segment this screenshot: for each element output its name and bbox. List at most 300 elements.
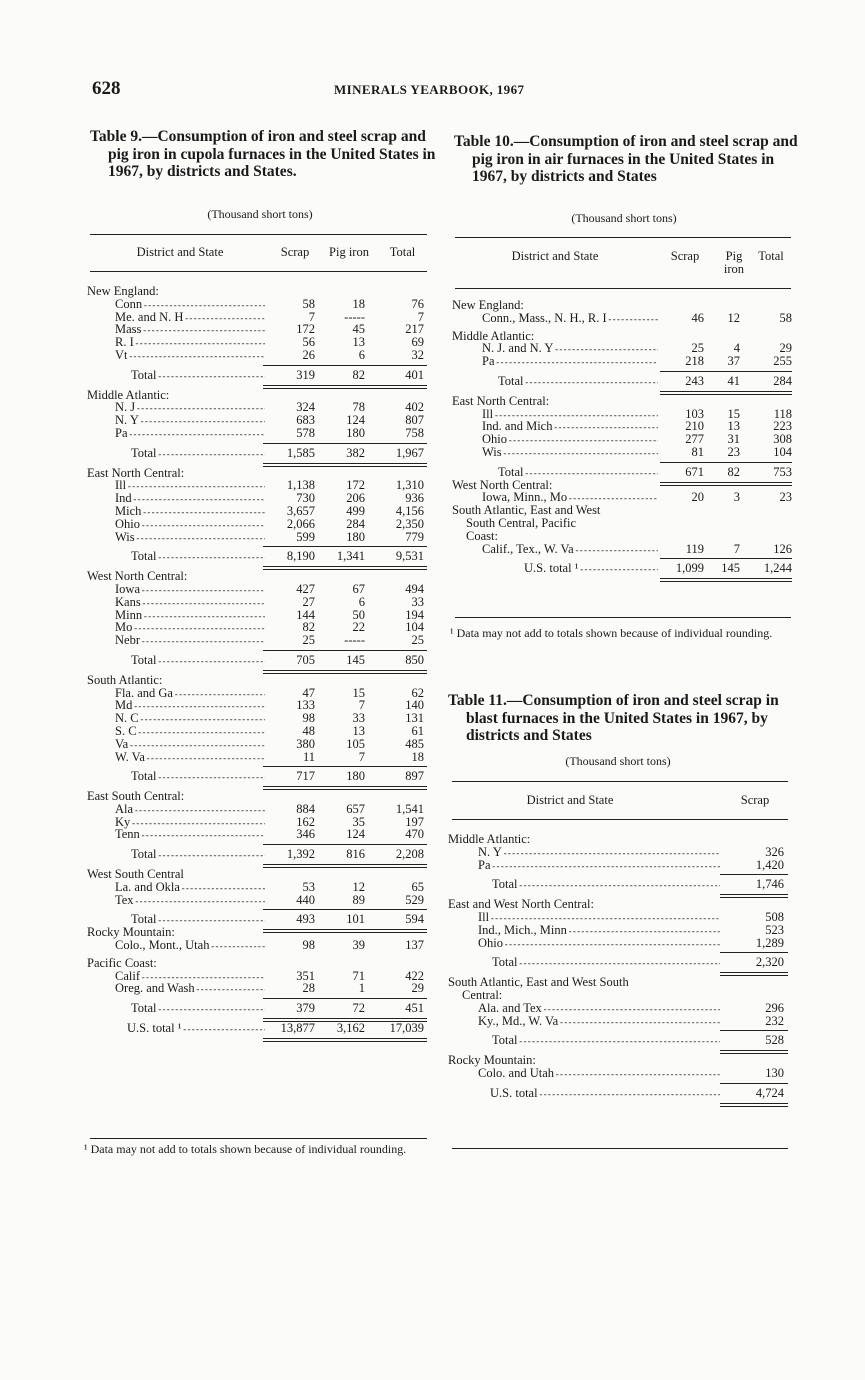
total-cell: 470 — [405, 827, 424, 842]
table-row — [452, 408, 792, 421]
total-cell: 4,156 — [395, 503, 424, 518]
pig-iron-cell: 657 — [346, 801, 365, 816]
row-label: Total - - - — [131, 913, 265, 927]
table-9-col-scrap: Scrap — [280, 245, 310, 259]
subtotal-rule — [660, 371, 792, 372]
total-double-rule — [660, 391, 792, 395]
scrap-cell: 508 — [765, 909, 784, 924]
row-label: Mich - - - — [115, 505, 265, 519]
pig-iron-cell: 45 — [352, 322, 365, 337]
subtotal-rule — [263, 766, 427, 767]
row-label: Nebr - - - — [115, 634, 265, 648]
row-label: Pacific Coast: — [87, 956, 157, 970]
row-label: Tenn - - - — [115, 828, 265, 842]
table-9-col-total: Total — [389, 245, 416, 259]
total-cell: 1,244 — [763, 561, 792, 576]
subtotal-rule — [263, 443, 427, 444]
scrap-cell: 26 — [302, 347, 315, 362]
row-label: Kans - - - — [115, 596, 265, 610]
total-double-rule — [263, 929, 427, 933]
row-label: Middle Atlantic: — [448, 833, 531, 846]
scrap-cell: 56 — [302, 335, 315, 350]
pig-iron-cell: 23 — [727, 444, 740, 459]
scrap-cell: 277 — [685, 432, 704, 447]
total-cell: 104 — [405, 620, 424, 635]
table-10-header-rule — [455, 288, 791, 289]
row-label: Wis - - - — [115, 531, 265, 545]
row-label: U.S. total ¹ - - - — [127, 1022, 265, 1036]
row-label: N. C - - - — [115, 712, 265, 726]
total-cell: 137 — [405, 938, 424, 953]
pig-iron-cell: 7 — [733, 541, 740, 556]
table-11-bottom-rule — [452, 1148, 788, 1149]
scrap-cell: 144 — [296, 607, 315, 622]
scrap-cell: 103 — [685, 406, 704, 421]
total-cell: 255 — [773, 354, 792, 369]
total-cell: 25 — [411, 633, 424, 648]
table-row — [87, 596, 427, 609]
scrap-cell: 8,190 — [286, 549, 315, 564]
total-cell: 126 — [773, 541, 792, 556]
subtotal-rule — [720, 952, 788, 953]
total-cell: 779 — [405, 529, 424, 544]
pig-iron-cell: 72 — [352, 1001, 365, 1016]
table-row — [87, 725, 427, 738]
total-double-rule — [720, 1103, 788, 1107]
subtotal-rule — [720, 1083, 788, 1084]
row-label: Total - - - — [131, 1002, 265, 1016]
pig-iron-cell: 15 — [727, 406, 740, 421]
scrap-cell: 1,138 — [286, 478, 315, 493]
subtotal-rule — [720, 874, 788, 875]
pig-iron-cell: 7 — [358, 749, 365, 764]
total-cell: 104 — [773, 444, 792, 459]
scrap-cell: 27 — [302, 594, 315, 609]
total-double-rule — [660, 482, 792, 486]
group-heading-row — [448, 1054, 788, 1067]
table-row — [87, 816, 427, 829]
pig-iron-cell: 13 — [727, 419, 740, 434]
pig-iron-cell: 37 — [727, 354, 740, 369]
total-cell: 936 — [405, 491, 424, 506]
scrap-cell: 319 — [296, 367, 315, 382]
scrap-cell: 218 — [685, 354, 704, 369]
subtotal-rule — [263, 844, 427, 845]
pig-iron-cell: 13 — [352, 723, 365, 738]
table-row — [87, 414, 427, 427]
row-label: Ind., Mich., Minn - - - — [478, 924, 720, 938]
total-row — [87, 848, 427, 861]
total-cell: 1,967 — [395, 445, 424, 460]
table-11-col-district: District and State — [526, 793, 614, 807]
row-label: Colo., Mont., Utah - - - — [115, 939, 265, 953]
table-row — [452, 433, 792, 446]
total-double-rule — [263, 463, 427, 467]
table-row — [87, 311, 427, 324]
pig-iron-cell: 105 — [346, 736, 365, 751]
table-row — [452, 543, 792, 556]
subtotal-rule — [263, 909, 427, 910]
group-heading-row — [87, 868, 427, 881]
total-row — [452, 562, 792, 575]
pig-iron-cell: 41 — [727, 373, 740, 388]
scrap-cell: 493 — [296, 912, 315, 927]
table-11-header-rule — [452, 819, 788, 820]
row-label: Total - - - — [131, 369, 265, 383]
pig-iron-cell: 180 — [346, 529, 365, 544]
scrap-cell: 1,746 — [755, 877, 784, 892]
group-heading-row — [452, 504, 792, 517]
table-10-col-district: District and State — [511, 249, 599, 263]
total-cell: 131 — [405, 711, 424, 726]
row-label: East and West North Central: — [448, 898, 594, 912]
row-label: Colo. and Utah - - - — [478, 1067, 720, 1081]
row-label: Total - - - — [131, 848, 265, 862]
table-row — [87, 687, 427, 700]
running-header: MINERALS YEARBOOK, 1967 — [334, 82, 525, 97]
scrap-cell: 1,099 — [675, 561, 704, 576]
scrap-cell: 379 — [296, 1001, 315, 1016]
pig-iron-cell: 145 — [721, 561, 740, 576]
row-label: West North Central: — [452, 478, 553, 492]
scrap-cell: 3,657 — [286, 503, 315, 518]
pig-iron-cell: ----- — [344, 633, 365, 648]
pig-iron-cell: 82 — [352, 367, 365, 382]
table-row — [452, 312, 792, 325]
total-row — [87, 447, 427, 460]
row-label: Ohio - - - — [478, 937, 720, 951]
total-cell: 308 — [773, 432, 792, 447]
row-label: East North Central: — [87, 466, 185, 480]
total-cell: 223 — [773, 419, 792, 434]
total-cell: 753 — [773, 464, 792, 479]
row-label: Ky., Md., W. Va - - - — [478, 1015, 720, 1029]
scrap-cell: 172 — [296, 322, 315, 337]
total-cell: 850 — [405, 652, 424, 667]
pig-iron-cell: 6 — [358, 347, 365, 362]
table-row — [87, 505, 427, 518]
scrap-cell: 324 — [296, 400, 315, 415]
table-11-title: Table 11.—Consumption of iron and steel scrap in blast furnaces in the United States in 1967, by districts and States — [448, 692, 779, 744]
scrap-cell: 440 — [296, 892, 315, 907]
total-row — [448, 1087, 788, 1100]
scrap-cell: 53 — [302, 879, 315, 894]
pig-iron-cell: 124 — [346, 413, 365, 428]
table-row — [87, 531, 427, 544]
row-label: Pa - - - — [478, 859, 720, 873]
row-label: East South Central: — [87, 790, 185, 804]
row-label: Total - - - — [131, 447, 265, 461]
scrap-cell: 81 — [691, 444, 704, 459]
total-cell: 65 — [411, 879, 424, 894]
total-double-rule — [720, 972, 788, 976]
pig-iron-cell: 1 — [358, 981, 365, 996]
pig-iron-cell: 816 — [346, 847, 365, 862]
pig-iron-cell: 13 — [352, 335, 365, 350]
scrap-cell: 296 — [765, 1000, 784, 1015]
scrap-cell: 717 — [296, 769, 315, 784]
total-double-rule — [263, 670, 427, 674]
scrap-cell: 528 — [765, 1033, 784, 1048]
scrap-cell: 1,289 — [755, 935, 784, 950]
scrap-cell: 47 — [302, 685, 315, 700]
scrap-cell: 20 — [691, 490, 704, 505]
pig-iron-cell: 89 — [352, 892, 365, 907]
table-9-header-rule — [90, 271, 427, 272]
scrap-cell: 7 — [308, 309, 315, 324]
row-label: Total - - - — [492, 1034, 720, 1048]
row-label: Central: — [462, 988, 503, 1002]
pig-iron-cell: 67 — [352, 581, 365, 596]
pig-iron-cell: 382 — [346, 445, 365, 460]
total-row — [448, 956, 788, 969]
table-row — [452, 342, 792, 355]
row-label: Ala - - - — [115, 803, 265, 817]
total-double-rule — [263, 864, 427, 868]
group-heading-row — [87, 790, 427, 803]
table-9-footnote: ¹ Data may not add to totals shown because of individual rounding. — [84, 1142, 407, 1156]
pig-iron-cell: 284 — [346, 516, 365, 531]
scrap-cell: 671 — [685, 464, 704, 479]
total-cell: 33 — [411, 594, 424, 609]
pig-iron-cell: ----- — [344, 309, 365, 324]
group-heading-row — [448, 833, 788, 846]
pig-iron-cell: 3,162 — [336, 1021, 365, 1036]
pig-iron-cell: 180 — [346, 425, 365, 440]
table-row — [448, 846, 788, 859]
table-row — [87, 970, 427, 983]
scrap-cell: 884 — [296, 801, 315, 816]
scrap-cell: 13,877 — [280, 1021, 315, 1036]
scrap-cell: 25 — [302, 633, 315, 648]
row-label: S. C - - - — [115, 725, 265, 739]
subtotal-rule — [660, 558, 792, 559]
table-row — [87, 939, 427, 952]
scrap-cell: 427 — [296, 581, 315, 596]
group-heading-row — [448, 898, 788, 911]
row-label: U.S. total - - - — [490, 1087, 720, 1101]
pig-iron-cell: 4 — [733, 341, 740, 356]
scrap-cell: 11 — [302, 749, 315, 764]
total-cell: 401 — [405, 367, 424, 382]
total-row — [87, 369, 427, 382]
scrap-cell: 28 — [302, 981, 315, 996]
row-label: Total - - - — [492, 878, 720, 892]
total-row — [452, 466, 792, 479]
table-row — [452, 355, 792, 368]
row-label: Mo - - - — [115, 621, 265, 635]
total-row — [87, 654, 427, 667]
scrap-cell: 48 — [302, 723, 315, 738]
total-cell: 23 — [779, 490, 792, 505]
row-label: Pa - - - — [115, 427, 265, 441]
total-cell: 422 — [405, 968, 424, 983]
table-9-col-district: District and State — [136, 245, 224, 259]
table-row — [448, 924, 788, 937]
scrap-cell: 232 — [765, 1013, 784, 1028]
pig-iron-cell: 31 — [727, 432, 740, 447]
scrap-cell: 46 — [691, 310, 704, 325]
total-cell: 217 — [405, 322, 424, 337]
table-row — [87, 583, 427, 596]
row-label: South Atlantic, East and West — [452, 504, 601, 518]
row-label: Ill - - - — [478, 911, 720, 925]
table-10-unit: (Thousand short tons) — [571, 211, 677, 225]
scrap-cell: 98 — [302, 711, 315, 726]
row-label: East North Central: — [452, 394, 550, 408]
scrap-cell: 82 — [302, 620, 315, 635]
row-label: Va - - - — [115, 738, 265, 752]
table-10-body — [452, 294, 792, 582]
row-label: Md - - - — [115, 699, 265, 713]
total-row — [87, 1022, 427, 1035]
group-heading-row — [87, 467, 427, 480]
total-cell: 29 — [779, 341, 792, 356]
table-row — [87, 751, 427, 764]
table-10-col-total: Total — [758, 249, 784, 263]
total-cell: 402 — [405, 400, 424, 415]
pig-iron-cell: 22 — [352, 620, 365, 635]
table-11-top-rule — [452, 781, 788, 782]
group-heading-row — [87, 957, 427, 970]
total-double-rule — [263, 566, 427, 570]
table-11-col-scrap: Scrap — [740, 793, 770, 807]
row-label: Ohio - - - — [115, 518, 265, 532]
table-row — [87, 982, 427, 995]
scrap-cell: 2,066 — [286, 516, 315, 531]
row-label: Tex - - - — [115, 894, 265, 908]
subtotal-rule — [263, 650, 427, 651]
scrap-cell: 351 — [296, 968, 315, 983]
table-9-unit: (Thousand short tons) — [207, 207, 313, 221]
total-cell: 18 — [411, 749, 424, 764]
row-label: Wis - - - — [482, 446, 658, 460]
scrap-cell: 210 — [685, 419, 704, 434]
total-row — [448, 878, 788, 891]
scrap-cell: 705 — [296, 652, 315, 667]
row-label: Pa - - - — [482, 355, 658, 369]
row-label: Ind - - - — [115, 492, 265, 506]
row-label: Total - - - — [498, 375, 658, 389]
table-row — [448, 1015, 788, 1028]
table-11-body — [448, 828, 788, 1107]
row-label: Calif., Tex., W. Va - - - — [482, 543, 658, 557]
table-row — [87, 894, 427, 907]
row-label: Middle Atlantic: — [87, 388, 170, 402]
table-row — [87, 323, 427, 336]
group-heading-row — [452, 530, 792, 543]
scrap-cell: 2,320 — [755, 955, 784, 970]
pig-iron-cell: 50 — [352, 607, 365, 622]
total-cell: 61 — [411, 723, 424, 738]
row-label: Me. and N. H - - - — [115, 311, 265, 325]
table-row — [87, 427, 427, 440]
total-cell: 2,350 — [395, 516, 424, 531]
total-double-rule — [660, 578, 792, 582]
row-label: R. I - - - — [115, 336, 265, 350]
total-cell: 451 — [405, 1001, 424, 1016]
total-row — [87, 913, 427, 926]
row-label: Total - - - — [131, 770, 265, 784]
pig-iron-cell: 499 — [346, 503, 365, 518]
group-heading-row — [87, 285, 427, 298]
pig-iron-cell: 33 — [352, 711, 365, 726]
row-label: Oreg. and Wash - - - — [115, 982, 265, 996]
scrap-cell: 578 — [296, 425, 315, 440]
row-label: La. and Okla - - - — [115, 881, 265, 895]
group-heading-row — [448, 976, 788, 989]
total-cell: 194 — [405, 607, 424, 622]
pig-iron-cell: 172 — [346, 478, 365, 493]
total-cell: 58 — [779, 310, 792, 325]
table-10-top-rule — [455, 237, 791, 238]
scrap-cell: 25 — [691, 341, 704, 356]
total-cell: 897 — [405, 769, 424, 784]
pig-iron-cell: 7 — [358, 698, 365, 713]
table-row — [87, 634, 427, 647]
table-row — [87, 336, 427, 349]
row-label: South Atlantic, East and West South — [448, 976, 629, 990]
pig-iron-cell: 82 — [727, 464, 740, 479]
total-double-rule — [263, 786, 427, 790]
total-row — [87, 1002, 427, 1015]
row-label: Iowa, Minn., Mo - - - — [482, 491, 658, 505]
subtotal-rule — [263, 546, 427, 547]
row-label: Total - - - — [498, 466, 658, 480]
total-row — [452, 375, 792, 388]
row-label: Ill - - - — [482, 408, 658, 422]
row-label: N. J - - - — [115, 401, 265, 415]
row-label: Total - - - — [131, 654, 265, 668]
subtotal-rule — [660, 462, 792, 463]
total-cell: 62 — [411, 685, 424, 700]
table-9-bottom-rule — [90, 1138, 427, 1139]
row-label: South Atlantic: — [87, 673, 163, 687]
pig-iron-cell: 12 — [727, 310, 740, 325]
pig-iron-cell: 15 — [352, 685, 365, 700]
table-row — [87, 738, 427, 751]
group-heading-row — [452, 299, 792, 312]
pig-iron-cell: 180 — [346, 769, 365, 784]
total-cell: 494 — [405, 581, 424, 596]
table-row — [87, 479, 427, 492]
total-cell: 529 — [405, 892, 424, 907]
total-cell: 485 — [405, 736, 424, 751]
group-heading-row — [452, 517, 792, 530]
table-row — [87, 518, 427, 531]
row-label: West South Central — [87, 868, 184, 882]
total-double-rule — [263, 385, 427, 389]
table-row — [448, 859, 788, 872]
scrap-cell: 730 — [296, 491, 315, 506]
subtotal-rule — [263, 1018, 427, 1019]
subtotal-rule — [263, 998, 427, 999]
table-row — [87, 803, 427, 816]
total-double-rule — [263, 1038, 427, 1042]
row-label: U.S. total ¹ - - - — [524, 562, 658, 576]
row-label: N. J. and N. Y - - - — [482, 342, 658, 356]
subtotal-rule — [720, 1030, 788, 1031]
table-row — [87, 828, 427, 841]
group-heading-row — [452, 330, 792, 343]
table-row — [87, 298, 427, 311]
table-10-footnote: ¹ Data may not add to totals shown because of individual rounding. — [450, 626, 773, 640]
table-row — [87, 621, 427, 634]
table-row — [452, 420, 792, 433]
table-row — [448, 1002, 788, 1015]
row-label: Conn., Mass., N. H., R. I - - - — [482, 312, 658, 326]
scrap-cell: 130 — [765, 1065, 784, 1080]
